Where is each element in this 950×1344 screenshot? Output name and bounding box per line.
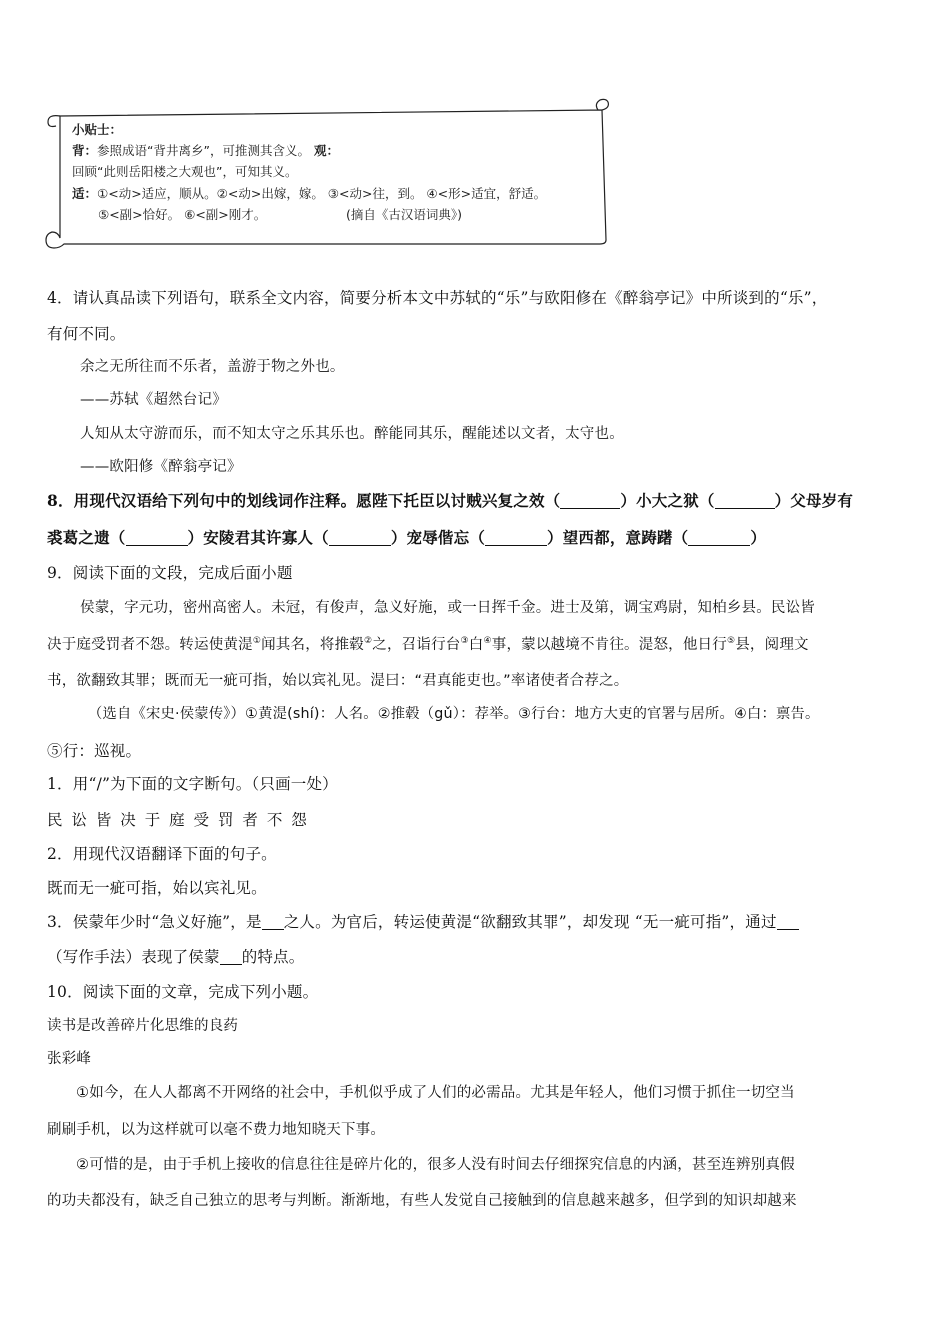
q4-source-1: ——苏轼《超然台记》: [80, 392, 227, 408]
q9-para-1: 侯蒙，字元功，密州高密人。未冠，有俊声，急义好施，或一日挥千金。进士及第，调宝鸡尉，知柏乡县。民讼皆: [80, 600, 815, 616]
article-title: 读书是改善碎片化思维的良药: [47, 1018, 239, 1034]
q4-line-1: 4．请认真品读下列语句，联系全文内容，简要分析本文中苏轼的“乐”与欧阳修在《醉翁亭记》中所谈到的“乐”，: [47, 289, 828, 307]
q9-notes-1: （选自《宋史·侯蒙传》）①黄湜(shí)：人名。②推毂（gǔ）：荐举。③行台：地方大吏的官署与居所。④白：禀告。: [88, 706, 820, 722]
article-p1-line-2: 刷刷手机，以为这样就可以毫不费力地知晓天下事。: [47, 1122, 386, 1138]
q9-para-2: 决于庭受罚者不怨。转运使黄湜①闻其名，将推毂②之，召诣行台③白④事，蒙以越境不肯往。湜怒，他日行⑤县，阅理文: [47, 636, 809, 653]
article-p1-line-1: ①如今，在人人都离不开网络的社会中，手机似乎成了人们的必需品。尤其是年轻人，他们习惯于抓住一切空当: [76, 1085, 795, 1101]
q9-sub-3-line-2: （写作手法）表现了侯蒙 的特点。: [47, 948, 305, 966]
answer-blank[interactable]: [262, 928, 284, 930]
q9-sub-2: 2．用现代汉语翻译下面的句子。: [47, 845, 277, 863]
answer-blank[interactable]: [560, 507, 620, 509]
q4-quote-2: 人知从太守游而乐，而不知太守之乐其乐也。醉能同其乐，醒能述以文者，太守也。: [80, 426, 624, 442]
tip-line-3: 适：①<动>适应，顺从。②<动>出嫁，嫁。 ③<动>往，到。 ④<形>适宜，舒适。: [72, 186, 547, 201]
answer-blank[interactable]: [485, 544, 547, 546]
q9-notes-2: ⑤行：巡视。: [47, 742, 142, 760]
q9-sub-3-line-1: 3．侯蒙年少时“急义好施”，是 之人。为官后，转运使黄湜“欲翻致其罪”，却发现 “无一疵可指”，通过: [47, 910, 799, 932]
q9-para-3: 书，欲翻致其罪；既而无一疵可指，始以宾礼见。湜曰：“君真能吏也。”率诸使者合荐之。: [47, 673, 629, 689]
article-p2-line-2: 的功夫都没有，缺乏自己独立的思考与判断。渐渐地，有些人发觉自己接触到的信息越来越多，但学到的知识却越来: [47, 1193, 797, 1209]
q9-sub-1-text: 民 讼 皆 决 于 庭 受 罚 者 不 怨: [47, 811, 309, 829]
tip-line-1: 背：参照成语“背井离乡”，可推测其含义。 观：: [72, 143, 339, 158]
q10-title: 10．阅读下面的文章，完成下列小题。: [47, 983, 319, 1001]
q4-source-2: ——欧阳修《醉翁亭记》: [80, 459, 242, 475]
answer-blank[interactable]: [777, 928, 799, 930]
article-author: 张彩峰: [47, 1051, 92, 1067]
q4-quote-1: 余之无所往而不乐者，盖游于物之外也。: [80, 359, 345, 375]
tip-scroll: [40, 98, 612, 250]
q4-line-2: 有何不同。: [47, 325, 126, 343]
tip-title: 小贴士：: [72, 122, 123, 137]
q9-sub-2-text: 既而无一疵可指，始以宾礼见。: [47, 879, 267, 897]
tip-line-2: 回顾“此则岳阳楼之大观也”，可知其义。: [72, 164, 298, 179]
tip-line-4: ⑤<副>恰好。 ⑥<副>刚才。: [98, 207, 267, 222]
answer-blank[interactable]: [126, 544, 188, 546]
article-p2-line-1: ②可惜的是，由于手机上接收的信息往往是碎片化的，很多人没有时间去仔细探究信息的内涵，甚至连辨别真假: [76, 1157, 795, 1173]
answer-blank[interactable]: [688, 544, 750, 546]
q8-line-1: 8．用现代汉语给下列句中的划线词作注释。愿陛下托臣以讨贼兴复之效（ ）小大之狱（ ）父母岁有: [47, 491, 854, 510]
q9-sub-1: 1．用“/”为下面的文字断句。（只画一处）: [47, 775, 338, 793]
q8-line-2: 裘葛之遗（ ）安陵君其许寡人（ ）宠辱偕忘（ ）望西都，意踌躇（ ）: [47, 528, 767, 547]
tip-source: (摘自《古汉语词典》): [346, 207, 463, 222]
q9-title: 9．阅读下面的文段，完成后面小题: [47, 564, 293, 582]
answer-blank[interactable]: [220, 963, 242, 965]
answer-blank[interactable]: [715, 507, 775, 509]
answer-blank[interactable]: [329, 544, 391, 546]
